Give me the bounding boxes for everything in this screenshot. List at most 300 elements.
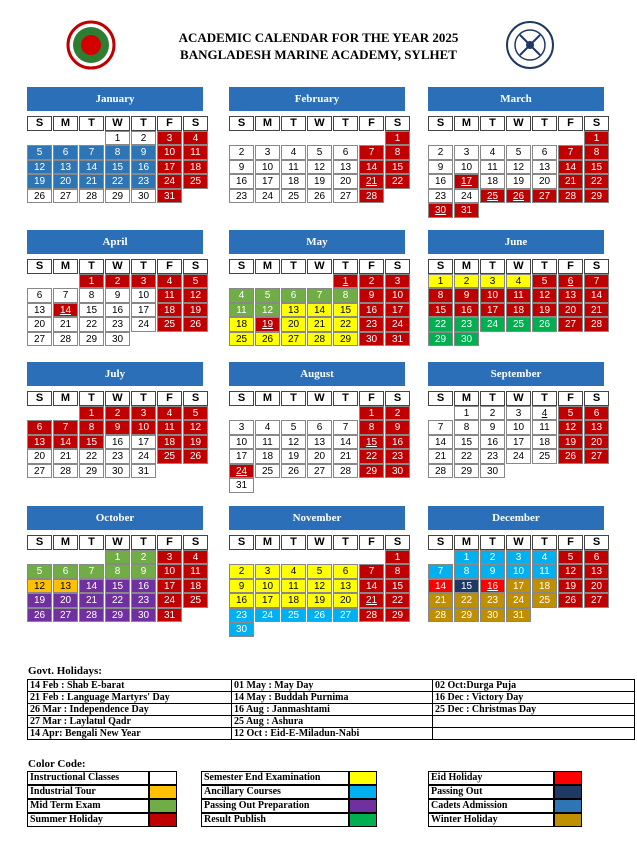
month-october <box>27 506 203 622</box>
day-cell: 30 <box>428 203 453 218</box>
weekday-header: W <box>307 391 332 406</box>
day-cell: 13 <box>333 579 358 594</box>
day-cell: 10 <box>255 579 280 594</box>
day-cell: 2 <box>359 274 384 289</box>
day-cell: 11 <box>229 303 254 318</box>
day-cell: 19 <box>183 303 208 318</box>
month-header: December <box>428 506 604 530</box>
day-cell: 29 <box>454 608 479 623</box>
weekday-header: F <box>359 535 384 550</box>
weekday-header: W <box>307 259 332 274</box>
day-cell: 28 <box>79 189 104 204</box>
day-cell: 18 <box>532 435 557 450</box>
day-cell: 27 <box>584 449 609 464</box>
day-cell: 22 <box>454 449 479 464</box>
empty-cell <box>255 406 280 421</box>
day-cell: 28 <box>79 608 104 623</box>
month-august <box>229 362 405 493</box>
month-grid <box>428 535 604 622</box>
day-cell: 5 <box>506 145 531 160</box>
month-header: February <box>229 87 405 111</box>
day-cell: 11 <box>532 420 557 435</box>
day-cell: 4 <box>183 131 208 146</box>
day-cell: 30 <box>229 622 254 637</box>
day-cell: 1 <box>584 131 609 146</box>
day-cell: 24 <box>131 317 156 332</box>
day-cell: 16 <box>359 303 384 318</box>
day-cell: 2 <box>480 406 505 421</box>
day-cell: 1 <box>79 406 104 421</box>
day-cell: 2 <box>105 274 130 289</box>
weekday-header: T <box>281 259 306 274</box>
weekday-header: S <box>584 535 609 550</box>
day-cell: 19 <box>506 174 531 189</box>
month-header: June <box>428 230 604 254</box>
day-cell: 12 <box>281 435 306 450</box>
empty-cell <box>454 131 479 146</box>
day-cell: 6 <box>532 145 557 160</box>
day-cell: 9 <box>428 160 453 175</box>
day-cell: 10 <box>506 420 531 435</box>
day-cell: 21 <box>307 317 332 332</box>
day-cell: 1 <box>385 550 410 565</box>
day-cell: 16 <box>385 435 410 450</box>
day-cell: 11 <box>157 420 182 435</box>
month-grid <box>27 535 203 622</box>
weekday-header: F <box>558 259 583 274</box>
day-cell: 7 <box>79 145 104 160</box>
empty-cell <box>27 131 52 146</box>
weekday-header: M <box>53 116 78 131</box>
day-cell: 25 <box>183 593 208 608</box>
day-cell: 23 <box>229 608 254 623</box>
day-cell: 24 <box>480 317 505 332</box>
weekday-header: T <box>131 391 156 406</box>
day-cell: 12 <box>532 288 557 303</box>
day-cell: 31 <box>131 464 156 479</box>
day-cell: 16 <box>454 303 479 318</box>
day-cell: 15 <box>79 303 104 318</box>
day-cell: 7 <box>53 420 78 435</box>
day-cell: 21 <box>428 449 453 464</box>
day-cell: 22 <box>105 593 130 608</box>
day-cell: 14 <box>359 160 384 175</box>
day-cell: 13 <box>53 579 78 594</box>
day-cell: 5 <box>307 145 332 160</box>
day-cell: 9 <box>131 564 156 579</box>
day-cell: 28 <box>307 332 332 347</box>
empty-cell <box>359 131 384 146</box>
day-cell: 8 <box>105 564 130 579</box>
day-cell: 5 <box>27 564 52 579</box>
day-cell: 11 <box>281 579 306 594</box>
day-cell: 23 <box>480 449 505 464</box>
day-cell: 13 <box>53 160 78 175</box>
day-cell: 16 <box>229 174 254 189</box>
day-cell: 2 <box>385 406 410 421</box>
day-cell: 22 <box>79 317 104 332</box>
holiday-cell: 26 Mar : Independence Day <box>28 704 232 716</box>
empty-cell <box>428 406 453 421</box>
weekday-header: S <box>229 259 254 274</box>
day-cell: 12 <box>558 420 583 435</box>
day-cell: 19 <box>27 593 52 608</box>
weekday-header: T <box>532 259 557 274</box>
weekday-header: M <box>454 535 479 550</box>
day-cell: 1 <box>105 550 130 565</box>
weekday-header: T <box>131 116 156 131</box>
day-cell: 20 <box>281 317 306 332</box>
weekday-header: T <box>532 116 557 131</box>
day-cell: 18 <box>281 174 306 189</box>
day-cell: 25 <box>255 464 280 479</box>
day-cell: 3 <box>454 145 479 160</box>
holiday-cell: 12 Oct : Eid-E-Miladun-Nabi <box>232 728 433 740</box>
empty-cell <box>79 550 104 565</box>
weekday-header: T <box>333 391 358 406</box>
empty-cell <box>281 274 306 289</box>
day-cell: 18 <box>532 579 557 594</box>
day-cell: 12 <box>506 160 531 175</box>
day-cell: 23 <box>131 593 156 608</box>
day-cell: 26 <box>307 189 332 204</box>
day-cell: 6 <box>27 420 52 435</box>
weekday-header: S <box>27 391 52 406</box>
weekday-header: F <box>359 116 384 131</box>
weekday-header: S <box>584 259 609 274</box>
legend-label: Semester End Examination <box>201 771 349 785</box>
day-cell: 27 <box>333 608 358 623</box>
empty-cell <box>480 131 505 146</box>
day-cell: 25 <box>229 332 254 347</box>
day-cell: 2 <box>131 131 156 146</box>
day-cell: 9 <box>229 579 254 594</box>
day-cell: 18 <box>157 435 182 450</box>
day-cell: 3 <box>131 406 156 421</box>
month-june <box>428 230 604 346</box>
day-cell: 19 <box>27 174 52 189</box>
day-cell: 20 <box>53 174 78 189</box>
day-cell: 9 <box>385 420 410 435</box>
weekday-header: S <box>385 259 410 274</box>
day-cell: 30 <box>105 332 130 347</box>
empty-cell <box>359 550 384 565</box>
day-cell: 4 <box>506 274 531 289</box>
empty-cell <box>27 274 52 289</box>
empty-cell <box>27 406 52 421</box>
day-cell: 18 <box>281 593 306 608</box>
weekday-header: S <box>385 535 410 550</box>
day-cell: 4 <box>229 288 254 303</box>
day-cell: 16 <box>229 593 254 608</box>
day-cell: 21 <box>584 303 609 318</box>
empty-cell <box>53 131 78 146</box>
legend-label: Cadets Admission <box>428 799 554 813</box>
day-cell: 7 <box>53 288 78 303</box>
day-cell: 29 <box>454 464 479 479</box>
day-cell: 8 <box>105 145 130 160</box>
day-cell: 17 <box>131 435 156 450</box>
day-cell: 26 <box>558 449 583 464</box>
day-cell: 23 <box>385 449 410 464</box>
day-cell: 21 <box>428 593 453 608</box>
day-cell: 31 <box>157 608 182 623</box>
day-cell: 7 <box>333 420 358 435</box>
day-cell: 2 <box>480 550 505 565</box>
legend-swatch <box>554 771 582 785</box>
month-grid <box>229 391 405 493</box>
day-cell: 26 <box>307 608 332 623</box>
day-cell: 24 <box>255 189 280 204</box>
day-cell: 13 <box>27 303 52 318</box>
day-cell: 25 <box>157 449 182 464</box>
day-cell: 17 <box>131 303 156 318</box>
day-cell: 30 <box>454 332 479 347</box>
day-cell: 17 <box>229 449 254 464</box>
weekday-header: T <box>281 116 306 131</box>
day-cell: 30 <box>385 464 410 479</box>
weekday-header: T <box>131 259 156 274</box>
weekday-header: S <box>183 116 208 131</box>
day-cell: 3 <box>229 420 254 435</box>
weekday-header: W <box>506 535 531 550</box>
month-november <box>229 506 405 637</box>
day-cell: 23 <box>480 593 505 608</box>
weekday-header: M <box>255 259 280 274</box>
month-grid <box>27 391 203 478</box>
weekday-header: T <box>480 535 505 550</box>
day-cell: 18 <box>157 303 182 318</box>
day-cell: 6 <box>53 564 78 579</box>
weekday-header: T <box>532 391 557 406</box>
day-cell: 25 <box>183 174 208 189</box>
day-cell: 9 <box>480 564 505 579</box>
day-cell: 5 <box>532 274 557 289</box>
day-cell: 5 <box>183 406 208 421</box>
day-cell: 25 <box>506 317 531 332</box>
day-cell: 20 <box>558 303 583 318</box>
day-cell: 14 <box>428 579 453 594</box>
legend-swatch <box>349 813 377 827</box>
day-cell: 17 <box>255 174 280 189</box>
day-cell: 10 <box>385 288 410 303</box>
day-cell: 27 <box>53 189 78 204</box>
holiday-cell: 25 Aug : Ashura <box>232 716 433 728</box>
day-cell: 7 <box>359 564 384 579</box>
day-cell: 9 <box>105 288 130 303</box>
legend-column <box>27 771 177 827</box>
holiday-cell <box>433 728 635 740</box>
day-cell: 12 <box>183 288 208 303</box>
empty-cell <box>333 131 358 146</box>
day-cell: 31 <box>157 189 182 204</box>
weekday-header: T <box>480 391 505 406</box>
day-cell: 6 <box>281 288 306 303</box>
day-cell: 17 <box>157 579 182 594</box>
day-cell: 15 <box>584 160 609 175</box>
day-cell: 24 <box>385 317 410 332</box>
day-cell: 29 <box>333 332 358 347</box>
day-cell: 5 <box>281 420 306 435</box>
day-cell: 9 <box>454 288 479 303</box>
day-cell: 11 <box>183 145 208 160</box>
day-cell: 21 <box>359 593 384 608</box>
empty-cell <box>53 406 78 421</box>
day-cell: 19 <box>183 435 208 450</box>
empty-cell <box>428 550 453 565</box>
month-july <box>27 362 203 478</box>
weekday-header: M <box>255 535 280 550</box>
day-cell: 13 <box>558 288 583 303</box>
legend-label: Winter Holiday <box>428 813 554 827</box>
day-cell: 3 <box>255 564 280 579</box>
day-cell: 25 <box>157 317 182 332</box>
day-cell: 21 <box>333 449 358 464</box>
day-cell: 13 <box>584 564 609 579</box>
day-cell: 14 <box>79 160 104 175</box>
legend-label: Ancillary Courses <box>201 785 349 799</box>
weekday-header: S <box>428 116 453 131</box>
day-cell: 14 <box>333 435 358 450</box>
month-grid <box>27 116 203 203</box>
month-grid <box>428 391 604 478</box>
day-cell: 28 <box>333 464 358 479</box>
day-cell: 11 <box>480 160 505 175</box>
day-cell: 19 <box>558 435 583 450</box>
day-cell: 4 <box>480 145 505 160</box>
empty-cell <box>53 274 78 289</box>
weekday-header: F <box>558 535 583 550</box>
day-cell: 22 <box>105 174 130 189</box>
weekday-header: W <box>105 116 130 131</box>
month-grid <box>229 259 405 346</box>
month-grid <box>27 259 203 346</box>
month-march <box>428 87 604 218</box>
day-cell: 8 <box>385 564 410 579</box>
day-cell: 14 <box>584 288 609 303</box>
weekday-header: T <box>79 259 104 274</box>
day-cell: 22 <box>385 593 410 608</box>
legend-swatch <box>349 785 377 799</box>
day-cell: 19 <box>255 317 280 332</box>
weekday-header: S <box>229 391 254 406</box>
day-cell: 6 <box>333 564 358 579</box>
day-cell: 23 <box>105 317 130 332</box>
empty-cell <box>229 406 254 421</box>
day-cell: 3 <box>157 131 182 146</box>
day-cell: 29 <box>105 189 130 204</box>
day-cell: 18 <box>183 160 208 175</box>
day-cell: 28 <box>428 464 453 479</box>
day-cell: 19 <box>532 303 557 318</box>
weekday-header: S <box>27 259 52 274</box>
day-cell: 3 <box>385 274 410 289</box>
day-cell: 9 <box>105 420 130 435</box>
weekday-header: T <box>79 535 104 550</box>
month-grid <box>428 116 604 218</box>
day-cell: 28 <box>584 317 609 332</box>
month-january <box>27 87 203 203</box>
day-cell: 27 <box>307 464 332 479</box>
weekday-header: F <box>157 391 182 406</box>
day-cell: 5 <box>183 274 208 289</box>
weekday-header: M <box>53 259 78 274</box>
day-cell: 14 <box>359 579 384 594</box>
govt-holidays-table <box>27 679 635 740</box>
day-cell: 4 <box>532 550 557 565</box>
weekday-header: T <box>480 259 505 274</box>
day-cell: 5 <box>558 550 583 565</box>
day-cell: 3 <box>506 550 531 565</box>
weekday-header: W <box>506 391 531 406</box>
day-cell: 24 <box>255 608 280 623</box>
day-cell: 6 <box>584 550 609 565</box>
month-header: May <box>229 230 405 254</box>
holiday-cell: 21 Feb : Language Martyrs' Day <box>28 692 232 704</box>
day-cell: 28 <box>359 189 384 204</box>
day-cell: 14 <box>558 160 583 175</box>
empty-cell <box>532 131 557 146</box>
day-cell: 27 <box>333 189 358 204</box>
day-cell: 20 <box>27 317 52 332</box>
day-cell: 23 <box>428 189 453 204</box>
month-grid <box>229 535 405 637</box>
day-cell: 25 <box>480 189 505 204</box>
legend-item <box>201 785 377 799</box>
day-cell: 20 <box>53 593 78 608</box>
day-cell: 27 <box>27 332 52 347</box>
day-cell: 3 <box>480 274 505 289</box>
legend-column <box>201 771 377 827</box>
weekday-header: T <box>532 535 557 550</box>
day-cell: 16 <box>131 579 156 594</box>
holiday-row <box>28 716 635 728</box>
weekday-header: S <box>428 259 453 274</box>
day-cell: 13 <box>532 160 557 175</box>
holiday-cell: 25 Dec : Christmas Day <box>433 704 635 716</box>
weekday-header: F <box>558 391 583 406</box>
day-cell: 15 <box>385 160 410 175</box>
day-cell: 8 <box>79 288 104 303</box>
day-cell: 24 <box>157 174 182 189</box>
day-cell: 31 <box>506 608 531 623</box>
weekday-header: F <box>359 391 384 406</box>
day-cell: 19 <box>307 593 332 608</box>
day-cell: 20 <box>333 593 358 608</box>
legend-item <box>27 799 177 813</box>
day-cell: 4 <box>157 406 182 421</box>
day-cell: 25 <box>532 449 557 464</box>
legend-item <box>201 813 377 827</box>
day-cell: 30 <box>131 189 156 204</box>
day-cell: 28 <box>53 464 78 479</box>
day-cell: 20 <box>27 449 52 464</box>
day-cell: 16 <box>480 579 505 594</box>
day-cell: 4 <box>255 420 280 435</box>
legend-swatch <box>554 799 582 813</box>
day-cell: 15 <box>105 579 130 594</box>
day-cell: 11 <box>281 160 306 175</box>
holiday-row <box>28 692 635 704</box>
day-cell: 17 <box>480 303 505 318</box>
day-cell: 16 <box>105 303 130 318</box>
day-cell: 22 <box>359 449 384 464</box>
weekday-header: M <box>255 391 280 406</box>
day-cell: 14 <box>307 303 332 318</box>
day-cell: 11 <box>255 435 280 450</box>
day-cell: 11 <box>157 288 182 303</box>
day-cell: 24 <box>157 593 182 608</box>
